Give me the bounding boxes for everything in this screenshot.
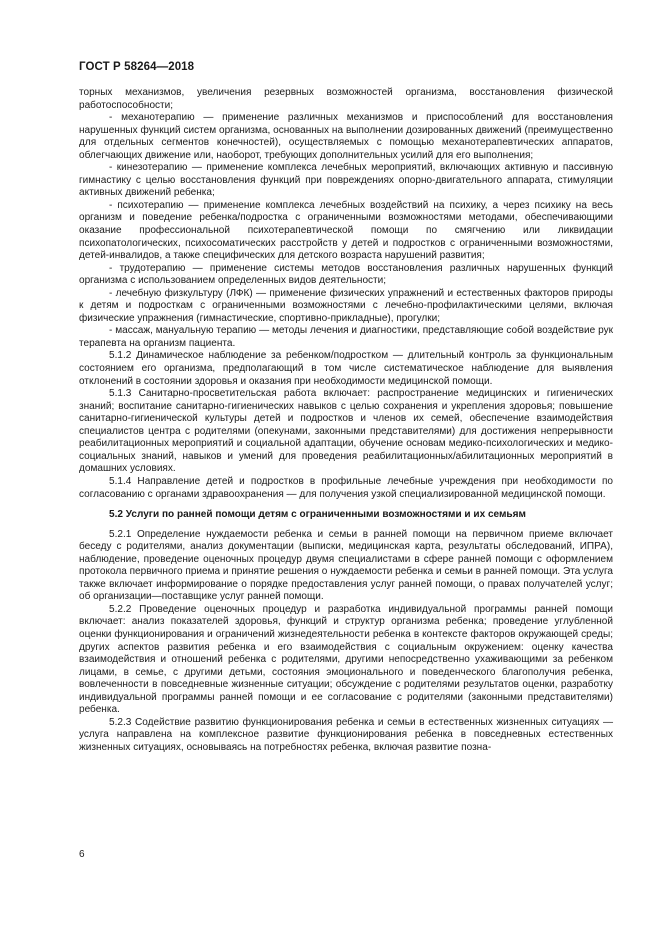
clause-5-2-2: 5.2.2 Проведение оценочных процедур и разработка индивидуальной программы ранней помощи включает: анализ показателей здоровья, функций и структур организма ребенка; проведение углубленной оценки функционирования и ограничений жизнедеятельности ребенка в контексте факторов окружающей среды; других аспектов развития ребенка и его взаимодействия с социальным окружением: оценку качества взаимодействия и отношений ребенка с родителями, другими непосредственно ухаживающими за ребенком лицами, в семье, с другими детьми, состояния эмоционального и поведенческого благополучия ребенка, вовлеченности в повседневные жизненные ситуации; обсуждение с родителями результатов оценки, разработку индивидуальной программы ранней помощи и ее согласование с родителями (законными представителями) ребенка. — [79, 603, 613, 716]
clause-5-1-3: 5.1.3 Санитарно-просветительская работа включает: распространение медицинских и гигиенических знаний; воспитание санитарно-гигиенических навыков с целью сохранения и укрепления здоровья; повышение санитарно-гигиенической культуры детей и подростков и членов их семей, обеспечение взаимодействия специалистов центра с родителями (опекунами, законными представителями) для достижения непрерывности реабилитационных мероприятий и социальной адаптации, обучение основам медико-психологических и медико-социальных знаний, навыков и умений для проведения реабилитационных/абилитационных мероприятий в домашних условиях. — [79, 388, 613, 475]
paragraph-continuation: торных механизмов, увеличения резервных возможностей организма, восстановления физической работоспособности; — [79, 87, 613, 111]
standard-header: ГОСТ Р 58264—2018 — [79, 61, 195, 73]
list-item-mechanotherapy: - механотерапию — применение различных механизмов и приспособлений для восстановления нарушенных функций систем организма, основанных на выполнении дозированных движений (преимущественно для отдельных сегментов конечностей), осуществляемых с помощью механотерапевтических аппаратов, облегчающих движение или, наоборот, требующих дополнительных усилий для его выполнения; — [79, 112, 613, 161]
clause-5-1-2: 5.1.2 Динамическое наблюдение за ребенком/подростком — длительный контроль за функциональным состоянием его организма, предполагающий в том числе систематическое наблюдение для выявления отклонений в состоянии здоровья и оказания при необходимости медицинской помощи. — [79, 350, 613, 387]
list-item-psychotherapy: - психотерапию — применение комплекса лечебных воздействий на психику, а через психику на весь организм и поведение ребенка/подростка с ограниченными возможностями методами, обеспечивающими оказание профессиональной психотерапевтической помощи по смягчению или ликвидации психопатологических, психосоматических расстройств у детей и подростков с ограниченными возможностями, детей-инвалидов, а также специфических для детского возраста нарушений развития; — [79, 199, 613, 262]
section-heading-5-2: 5.2 Услуги по ранней помощи детям с ограниченными возможностями и их семьям — [109, 509, 526, 521]
list-item-kinesiotherapy: - кинезотерапию — применение комплекса лечебных мероприятий, включающих активную и пассивную гимнастику с целью восстановления функций при повреждениях опорно-двигательного аппарата, стимуляции активных движений ребенка; — [79, 162, 613, 199]
list-item-physical-therapy: - лечебную физкультуру (ЛФК) — применение физических упражнений и естественных факторов природы к детям и подросткам с ограниченными возможностями с лечебно-профилактическими целями, включая физические упражнения (гимнастические, спортивно-прикладные), прогулки; — [79, 287, 613, 324]
clause-5-1-4: 5.1.4 Направление детей и подростков в профильные лечебные учреждения при необходимости по согласованию с органами здравоохранения — для получения узкой специализированной медицинской помощи. — [79, 475, 613, 500]
document-body — [79, 87, 613, 754]
clause-5-2-1: 5.2.1 Определение нуждаемости ребенка и семьи в ранней помощи на первичном приеме включает беседу с родителями, анализ документации (выписки, медицинская карта, результаты обследований, ИПРА), наблюдение, проведение оценочных процедур двумя специалистами в сфере ранней помощи с оформлением протокола первичного приема и принятие решения о нуждаемости ребенка и семьи в ранней помощи. Эта услуга также включает информирование о порядке предоставления услуг ранней помощи, о правах получателей услуг; об организации—поставщике услуг ранней помощи. — [79, 528, 613, 603]
list-item-massage: - массаж, мануальную терапию — методы лечения и диагностики, представляющие собой воздействие рук терапевта на организм пациента. — [79, 325, 613, 349]
list-item-occupational-therapy: - трудотерапию — применение системы методов восстановления различных нарушенных функций организма с использованием определенных видов деятельности; — [79, 262, 613, 287]
page-number: 6 — [79, 849, 85, 860]
clause-5-2-3: 5.2.3 Содействие развитию функционирования ребенка и семьи в естественных жизненных ситуациях — услуга направлена на комплексное развитие функционирования ребенка в повседневных естественных жизненных ситуациях, основываясь на потребностях ребенка, включая развитие позна- — [79, 716, 613, 753]
